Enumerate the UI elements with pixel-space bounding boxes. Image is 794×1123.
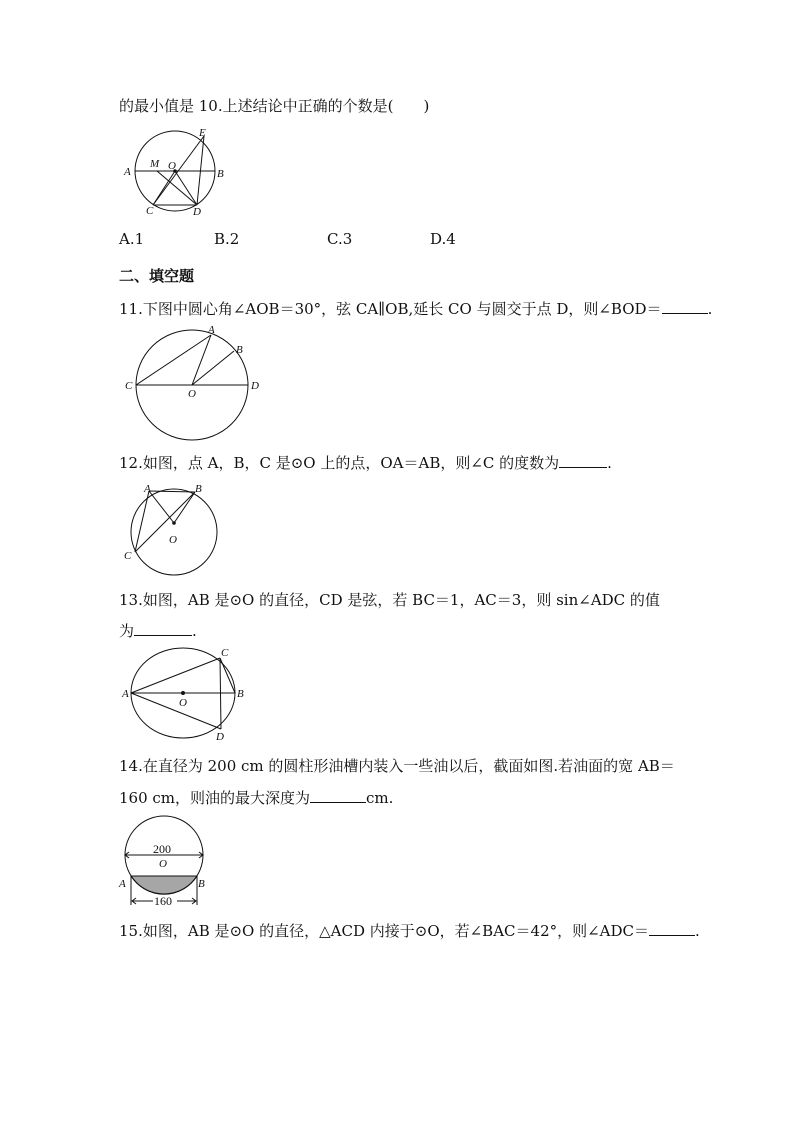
q11-text-before: 11.下图中圆心角∠AOB＝30°，弦 CA∥OB,延长 CO 与圆交于点 D，则∠BOD＝ [119,300,662,318]
q15-answer-blank[interactable] [649,920,695,936]
q14-figure [117,815,212,910]
q15-text [119,920,700,941]
q14-label-o: O [159,858,167,870]
q12-text-after: . [607,454,612,472]
q13-label-c: C [221,647,229,659]
q12-label-b: B [195,483,202,495]
q11-text [119,298,712,319]
q13-label-b: B [237,688,244,700]
q13-label-a: A [122,688,129,700]
q10-label-a: A [124,166,131,178]
q13-label-d: D [216,731,224,743]
q13-line2-before: 为 [119,622,135,640]
q12-text-before: 12.如图，点 A，B，C 是⊙O 上的点，OA＝AB，则∠C 的度数为 [119,454,560,472]
q10-figure [120,125,230,225]
q12-answer-blank[interactable] [559,452,607,468]
q14-oil-region [131,876,197,894]
q11-label-c: C [125,380,133,392]
q11-label-d: D [251,380,259,392]
q11-text-after: . [707,300,713,318]
q10-option-d: D.4 [430,230,456,248]
q13-answer-blank[interactable] [134,620,192,636]
q12-figure [120,480,225,580]
q14-label-diameter: 200 [153,842,171,856]
q14-line2 [119,787,393,808]
q15-text-after: . [695,922,700,940]
q13-line2-after: . [192,622,197,640]
q10-label-c: C [146,205,154,217]
q10-option-b: B.2 [214,230,240,248]
q10-label-e: E [199,127,206,139]
q14-line1: 14.在直径为 200 cm 的圆柱形油槽内装入一些油以后，截面如图.若油面的宽 AB＝ [119,757,675,775]
q14-line2-after: cm. [366,789,394,807]
q12-label-a: A [144,483,151,495]
q10-label-o: O [168,160,176,172]
q14-label-a: A [119,878,126,890]
q11-answer-blank[interactable] [662,298,708,314]
q14-label-width: 160 [154,894,172,908]
q10-text-tail: 的最小值是 10.上述结论中正确的个数是( ) [119,97,430,115]
q10-label-d: D [193,206,201,218]
q10-label-b: B [217,168,224,180]
q14-label-b: B [198,878,205,890]
q12-label-o: O [169,534,177,546]
q11-label-a: A [208,324,215,336]
q11-label-b: B [236,344,243,356]
q13-line1: 13.如图，AB 是⊙O 的直径，CD 是弦，若 BC＝1，AC＝3，则 sin∠ADC 的值 [119,591,660,609]
q12-text [119,452,612,473]
q11-figure [120,323,265,418]
q13-line2 [119,620,197,641]
q14-answer-blank[interactable] [310,787,366,803]
q12-label-c: C [124,550,132,562]
q11-label-o: O [188,388,196,400]
q10-option-c: C.3 [327,230,353,248]
q15-text-before: 15.如图，AB 是⊙O 的直径，△ACD 内接于⊙O，若∠BAC＝42°，则∠ADC＝ [119,922,650,940]
q14-line2-before: 160 cm，则油的最大深度为 [119,789,311,807]
section-title: 二、填空题 [119,267,195,285]
q10-label-m: M [150,158,160,170]
q10-option-a: A.1 [119,230,145,248]
q13-figure [120,645,255,745]
q13-label-o: O [179,697,187,709]
